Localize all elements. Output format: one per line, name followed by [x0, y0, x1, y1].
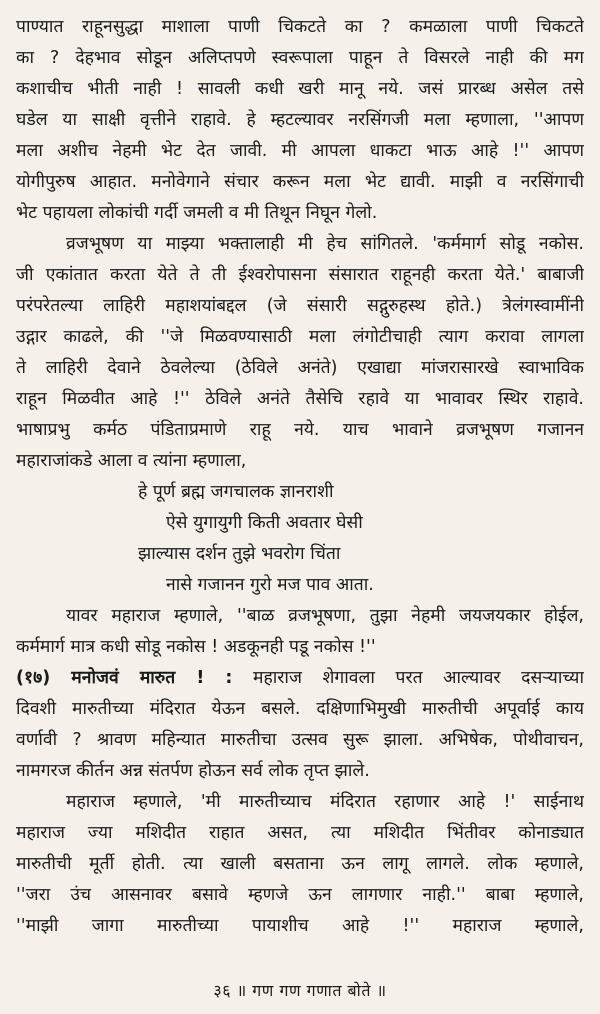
text-line: महाराज म्हणाले, 'मी मारुतीच्याच मंदिरात रहाणार आहे !' साईनाथ: [66, 792, 584, 812]
text-line: राहून मिळवीत आहे !'' ठेविले अनंते तैसेचि रहावे या भावावर स्थिर राहावे.: [16, 389, 584, 409]
text-line: मारुतीची मूर्ती होती. त्या खाली बसताना ऊन लागू लागले. लोक म्हणाले,: [16, 854, 584, 874]
section-heading-line: [16, 663, 584, 694]
text-line: दिवशी मारुतीच्या मंदिरात येऊन बसले. दक्षिणाभिमुखी मारुतीची अपूर्वाई काय: [16, 699, 584, 719]
text-line: महाराज ज्या मशिदीत राहात असत, त्या मशिदीत भिंतीवर कोनाड्यात: [16, 823, 584, 843]
text-line: ते लाहिरी देवाने ठेवलेल्या (ठेविले अनंते) एखाद्या मांजरासारखे स्वाभाविक: [16, 358, 584, 378]
text-line: का ? देहभाव सोडून अलिप्तपणे स्वरूपाला पाहून ते विसरले नाही की मग: [16, 48, 584, 68]
text-line: घडेल या साक्षी वृत्तीने राहावे. हे म्हटल्यावर नरसिंगजी मला म्हणाला, ''आपण: [16, 110, 584, 130]
verse-line: झाल्यास दर्शन तुझे भवरोग चिंता: [138, 544, 341, 564]
text-line: मला अशीच नेहमी भेट देत जावी. मी आपला धाकटा भाऊ आहे !'' आपण: [16, 141, 584, 161]
text-line: ''जरा उंच आसनावर बसावे म्हणजे ऊन लागणार नाही.'' बाबा म्हणाले,: [16, 885, 584, 905]
text-line: योगीपुरुष आहात. मनोवेगाने संचार करून मला भेट द्यावी. माझी व नरसिंगाची: [16, 172, 584, 192]
text-line: भेट पहायला लोकांची गर्दी जमली व मी तिथून निघून गेलो.: [16, 203, 378, 223]
text-line: उद्गार काढले, की ''जे मिळवण्यासाठी मला लंगोटीचाही त्याग करावा लागला: [16, 327, 584, 347]
text-block-bottom: [16, 694, 584, 942]
text-line: भाषाप्रभु कर्मठ पंडिताप्रमाणे राहू नये. याच भावाने व्रजभूषण गजानन: [16, 420, 584, 440]
verse-line: नासे गजानन गुरो मज पाव आता.: [166, 575, 374, 595]
text-line: वर्णावी ? श्रावण महिन्यात मारुतीचा उत्सव सुरू झाला. अभिषेक, पोथीवाचन,: [16, 730, 584, 750]
text-line: महाराजांकडे आला व त्यांना म्हणाला,: [16, 451, 247, 471]
verse-line: हे पूर्ण ब्रह्म जगचालक ज्ञानराशी: [138, 482, 334, 502]
text-line: यावर महाराज म्हणाले, ''बाळ व्रजभूषणा, तुझा नेहमी जयजयकार होईल,: [66, 606, 584, 626]
text-line: जी एकांतात करता येते ते ती ईश्वरोपासना संसारात राहूनही करता येते.' बाबाजी: [16, 265, 584, 285]
text-line: परंपरेतल्या लाहिरी महाशयांबद्दल (जे संसारी सद्गुरुहस्थ होते.) त्रेलंगस्वामींनी: [16, 296, 584, 316]
text-line: ''माझी जागा मारुतीच्या पायाशीच आहे !'' महाराज म्हणाले,: [16, 916, 584, 936]
text-line: नामगरज कीर्तन अन्न संतर्पण होऊन सर्व लोक तृप्त झाले.: [16, 761, 370, 781]
text-block-top: [16, 12, 584, 663]
text-line: व्रजभूषण या माझ्या भक्तालाही मी हेच सांगितले. 'कर्ममार्ग सोडू नकोस.: [66, 234, 584, 254]
section-heading: (१७) मनोजवं मारुत ! :: [16, 668, 233, 688]
text-line: पाण्यात राहूनसुद्धा माशाला पाणी चिकटते का ? कमळाला पाणी चिकटते: [16, 17, 584, 37]
text-line: कर्ममार्ग मात्र कधी सोडू नकोस ! अडकूनही पडू नकोस !'': [16, 637, 376, 657]
text-line: कशाचीच भीती नाही ! सावली कधी खरी मानू नये. जसं प्रारब्ध असेल तसे: [16, 79, 584, 99]
page-footer: ३६ ॥ गण गण गणात बोते ॥: [213, 981, 387, 1000]
verse-line: ऐसे युगायुगी किती अवतार घेसी: [166, 513, 363, 533]
heading-continuation: महाराज शेगावला परत आल्यावर दसऱ्याच्या: [232, 668, 584, 688]
